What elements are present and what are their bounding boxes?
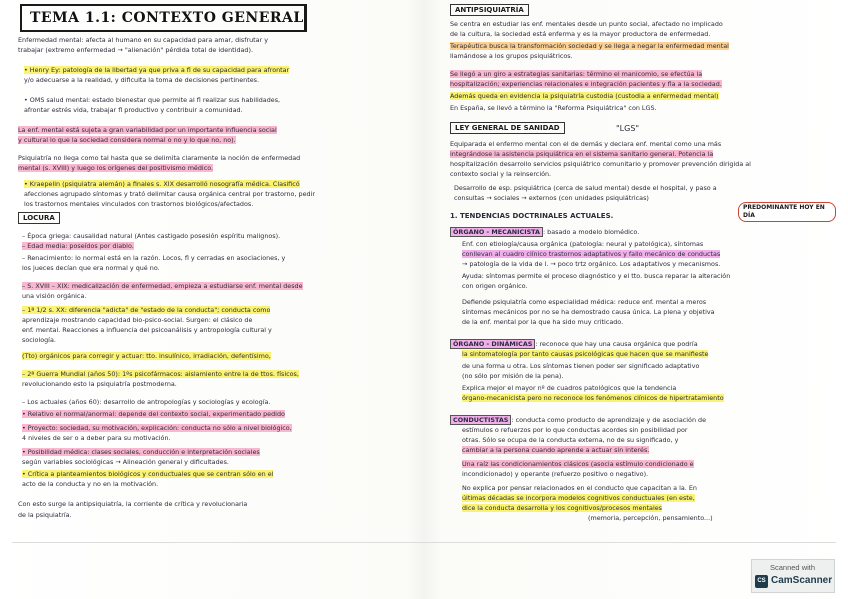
henry-ey-text: • Henry Ey: patología de la libertad ya que priva a fl de su capacidad para afrontar — [24, 66, 290, 74]
organo-line: de la enf. mental por la que ha sido muy criticado. — [462, 318, 624, 326]
antipsi-text: Terapéutica busca la transformación sociedad y se llega a negar la enfermedad mental — [450, 42, 729, 50]
locura-text: (Tto) orgánicos para corregir y actuar: tto. insulínico, irradiación, defentísimo, — [22, 352, 271, 360]
dinamica-text: la sintomatología por tanto causas psicológicas que hacen que se manifieste — [462, 350, 709, 358]
organo-line: Ayuda: síntomas permite el proceso diagnóstico y el tto. busca reparar la alteración — [462, 272, 731, 280]
antipsi-line: llamándose a los grupos psiquiátricos. — [450, 52, 573, 60]
closing-line-1: Con esto surge la antipsiquiatría, la corriente de crítica y revolucionaria — [18, 500, 248, 508]
definition-henry-ey-line-1 — [24, 66, 289, 75]
conduct-line: otras. Sólo se ocupa de la conducta externa, no de su significado, y — [462, 436, 679, 444]
locura-text: – 1ª 1/2 s. XX: diferencia "adicta" de "estado de la conducta"; conducta como — [22, 306, 271, 314]
locura-line: acto de la conducta y no en la motivación. — [22, 480, 159, 488]
lgs-line: contexto social y la reinserción. — [450, 170, 552, 178]
scanned-with-label: Scanned with — [770, 563, 816, 572]
kraepelin-text-1: • Kraepelin (psiquiatra alemán) a finales s. XIX desarrolló nosografía médica. Clasificó — [24, 180, 300, 188]
kraepelin-line-1 — [24, 180, 300, 189]
dinamica-label: ÓRGANO - DINÁMICAS — [450, 339, 535, 349]
lgs-line — [450, 150, 713, 159]
organo-line — [462, 250, 720, 259]
locura-line: – Los actuales (años 60): desarrollo de antropologías y sociologías y ecología. — [22, 398, 271, 406]
locura-line — [22, 306, 270, 315]
antipsi-text: hospitalización; experiencias relacionales e integración pacientes y fla a la sociedad. — [450, 80, 722, 88]
lgs-tag: "LGS" — [616, 124, 640, 133]
lgs-line: consultas → sociales → externos (con unidades psiquiátricas) — [454, 194, 649, 202]
psychiatry-line-1: Psiquiatría no llega como tal hasta que se delimita claramente la noción de enfermedad — [18, 154, 301, 162]
antipsi-line — [450, 42, 729, 51]
locura-text: • Posibilidad médica: clases sociales, conducción e interpretación sociales — [22, 448, 260, 456]
lgs-text-highlight: integrándose la asistencia psiquiátrica en el sistema sanitario general. Potencia la — [450, 150, 714, 158]
variability-text-2: y cultural lo que la sociedad considera normal o no y lo que no, no). — [18, 136, 236, 144]
organo-line: síntomas mecánicos por no se ha demostrado causa única. La plena y objetiva — [462, 308, 715, 316]
kraepelin-line-2: afecciones agrupado síntomas y trató delimitar causa orgánica central por trastorno, pedir — [24, 190, 315, 198]
conduct-line — [462, 494, 695, 503]
antipsi-line: En España, se llevó a término la "Reforma Psiquiátrica" con LGS. — [450, 104, 657, 112]
locura-text: • Proyecto: sociedad, su motivación, explicación: conducta no sólo a nivel biológico, — [22, 424, 292, 432]
page-title: TEMA 1.1: CONTEXTO GENERAL — [20, 4, 307, 32]
organo-line: Defiende psiquiatría como especialidad médica: reduce enf. mental a meros — [462, 298, 707, 306]
conduct-line — [462, 460, 694, 469]
camscanner-watermark — [751, 559, 835, 593]
organo-line: con origen orgánico. — [462, 282, 528, 290]
conduct-text: Una raíz las condicionamientos clásicos (asocia estímulo condicionado e — [462, 460, 694, 468]
locura-line — [22, 282, 303, 291]
locura-line: aprendizaje mostrando capacidad bio-psico-social. Surgen: el clásico de — [22, 316, 253, 324]
conduct-text: dice la conducta desarrolla y los cognitivos/procesos mentales — [462, 504, 663, 512]
intro-line-1: Enfermedad mental: afecta al humano en su capacidad para amar, disfrutar y — [18, 36, 269, 44]
camscanner-brand: CamScanner — [771, 575, 833, 586]
organo-line: Enf. con etiología/causa orgánica (patología: neural y patológica), síntomas — [462, 240, 704, 248]
dinamica-line: Explica mejor el mayor nº de cuadros patológicos que la tendencia — [462, 384, 677, 392]
locura-line: una visión orgánica. — [22, 292, 87, 300]
lgs-heading: LEY GENERAL DE SANIDAD — [450, 122, 565, 134]
dinamica-line — [462, 350, 708, 359]
antipsi-text: Además queda en evidencia la psiquiatría custodia (custodia a enfermedad mental) — [450, 92, 719, 100]
variability-text-1: La enf. mental está sujeta a gran variabilidad por un importante influencia social — [18, 126, 277, 134]
antipsi-line — [450, 70, 702, 79]
organo-text: conllevan al cuadro clínico trastornos adaptativos y fallo mecánico de conductas — [462, 250, 721, 258]
locura-line: 4 niveles de ser o a deber para su motivación. — [22, 434, 171, 442]
conduct-label: CONDUCTISTAS — [450, 415, 511, 425]
page-bottom-edge — [12, 542, 836, 543]
locura-line — [22, 470, 273, 479]
conduct-line — [462, 446, 649, 455]
locura-line: – Época griega: causalidad natural (Antes castigado posesión espíritu malignos). — [22, 232, 281, 240]
conduct-heading-line — [450, 416, 706, 425]
psychiatry-line-2 — [18, 164, 213, 173]
organo-line: → patología de la vida de l. → poco trtz orgánico. Los adaptativos y mecanismos. — [462, 260, 721, 268]
conduct-line: incondicionado) y operante (refuerzo positivo o negativo). — [462, 470, 649, 478]
locura-line — [22, 424, 292, 433]
antipsi-line — [450, 80, 722, 89]
antipsiquiatria-heading: ANTIPSIQUIATRÍA — [450, 4, 529, 16]
lgs-line: Equiparada el enfermo mental con el de demás y declara enf. mental como una más — [450, 140, 722, 148]
intro-line-2 — [18, 46, 253, 55]
conduct-intro: : conducta como producto de aprendizaje y de asociación de — [511, 416, 707, 424]
conduct-line: estímulos o refuerzos por lo que conductas acordes sin posibilidad por — [462, 426, 688, 434]
variability-line-1 — [18, 126, 277, 135]
locura-line — [22, 410, 285, 419]
locura-line: según variables sociológicas → Alineación general y dificultades. — [22, 458, 229, 466]
locura-line: enf. mental. Reacciones a influencia del psicoanálisis y antropología cultural y — [22, 326, 272, 334]
lgs-line: hospitalización desarrollo servicios psiquiátrico comunitario y promover prevención dirigida al — [450, 160, 751, 168]
intro-line-2-text: trabajar (extremo enfermedad → "alienación" pérdida total de identidad). — [18, 46, 254, 54]
antipsi-line: de la cultura, la sociedad está enferma y es la mayor productora de enfermedad. — [450, 30, 711, 38]
definition-henry-ey-line-2: y/o adecuarse a la realidad, y dificulta la toma de decisiones pertinentes. — [24, 76, 259, 84]
organo-label: ÓRGANO - MECANICISTA — [450, 227, 543, 237]
dinamica-line — [462, 394, 724, 403]
conduct-text: últimas décadas se incorpora modelos cognitivos conductuales (en este, — [462, 494, 695, 502]
locura-heading: LOCURA — [18, 212, 60, 224]
locura-text: • Crítica a planteamientos biológicos y conductuales que se centran sólo en el — [22, 470, 274, 478]
conduct-line: No explica por pensar relacionados en el conducto que capacitan a la. En — [462, 484, 697, 492]
psychiatry-text-2: mental (s. XVIII) y luego los orígenes del positivismo médico. — [18, 164, 214, 172]
locura-text: – 2ª Guerra Mundial (años 50): 1ºs psicofármacos: aislamiento entre la de ttos. físicos, — [22, 370, 299, 378]
organo-heading-line — [450, 228, 639, 237]
locura-text: – Edad media: poseídos por diablo. — [22, 242, 134, 250]
dinamica-heading-line — [450, 340, 698, 349]
locura-line — [22, 370, 299, 379]
conduct-text: cambiar a la persona cuando aprende a actuar sin interés. — [462, 446, 650, 454]
definition-oms-line-1: • OMS salud mental: estado bienestar que permite al fl realizar sus habilidades, — [24, 96, 281, 104]
closing-line-2: de la psiquiatría. — [18, 511, 72, 519]
camscanner-logo-icon: CS — [755, 575, 768, 588]
antipsi-line — [450, 92, 719, 101]
kraepelin-line-3: los trastornos mentales vinculados con trastornos biológicos/afectados. — [24, 200, 254, 208]
locura-text: • Relativo el normal/anormal: depende del contexto social, experimentado pedido — [22, 410, 285, 418]
dinamica-intro: : reconoce que hay una causa orgánica que podría — [535, 340, 698, 348]
locura-line: los jueces decían que era normal y qué no. — [22, 264, 160, 272]
locura-line: – Renacimiento: lo normal está en la razón. Locos, fl y cerradas en asociaciones, y — [22, 254, 286, 262]
locura-line: revolucionando esto la psiquiatría postmoderna. — [22, 380, 177, 388]
locura-line: sociología. — [22, 336, 56, 344]
tendencias-heading: 1. TENDENCIAS DOCTRINALES ACTUALES. — [450, 212, 614, 220]
conduct-line: (memoria, percepción, pensamiento...) — [588, 514, 713, 522]
locura-text: – S. XVIII – XIX: medicalización de enfermedad, empieza a estudiarse enf. mental desde — [22, 282, 303, 290]
dinamica-line: de una forma u otra. Los síntomas tienen poder ser significado adaptativo — [462, 362, 700, 370]
dinamica-text: órgano-mecanicista pero no reconoce los fenómenos clínicos de hipertratamiento — [462, 394, 724, 402]
locura-line — [22, 448, 260, 457]
variability-line-2 — [18, 136, 236, 145]
predominante-badge: PREDOMINANTE HOY EN DÍA — [738, 202, 836, 222]
conduct-line — [462, 504, 662, 513]
antipsi-line: Se centra en estudiar las enf. mentales desde un punto social, afectado no implicado — [450, 20, 723, 28]
locura-line — [22, 352, 271, 361]
lgs-line: Desarrollo de esp. psiquiátrica (cerca de salud mental) desde el hospital, y paso a — [454, 184, 717, 192]
dinamica-line: (no sólo por misión de la pena). — [462, 372, 564, 380]
definition-oms-line-2: afrontar estrés vida, trabajar fl productivo y contribuir a comunidad. — [24, 106, 243, 114]
antipsi-text: Se llegó a un giro a estrategias sanitarias: término el manicomio, se efectúa la — [450, 70, 703, 78]
organo-intro: : basado a modelo biomédico. — [543, 228, 640, 236]
locura-line — [22, 242, 134, 251]
